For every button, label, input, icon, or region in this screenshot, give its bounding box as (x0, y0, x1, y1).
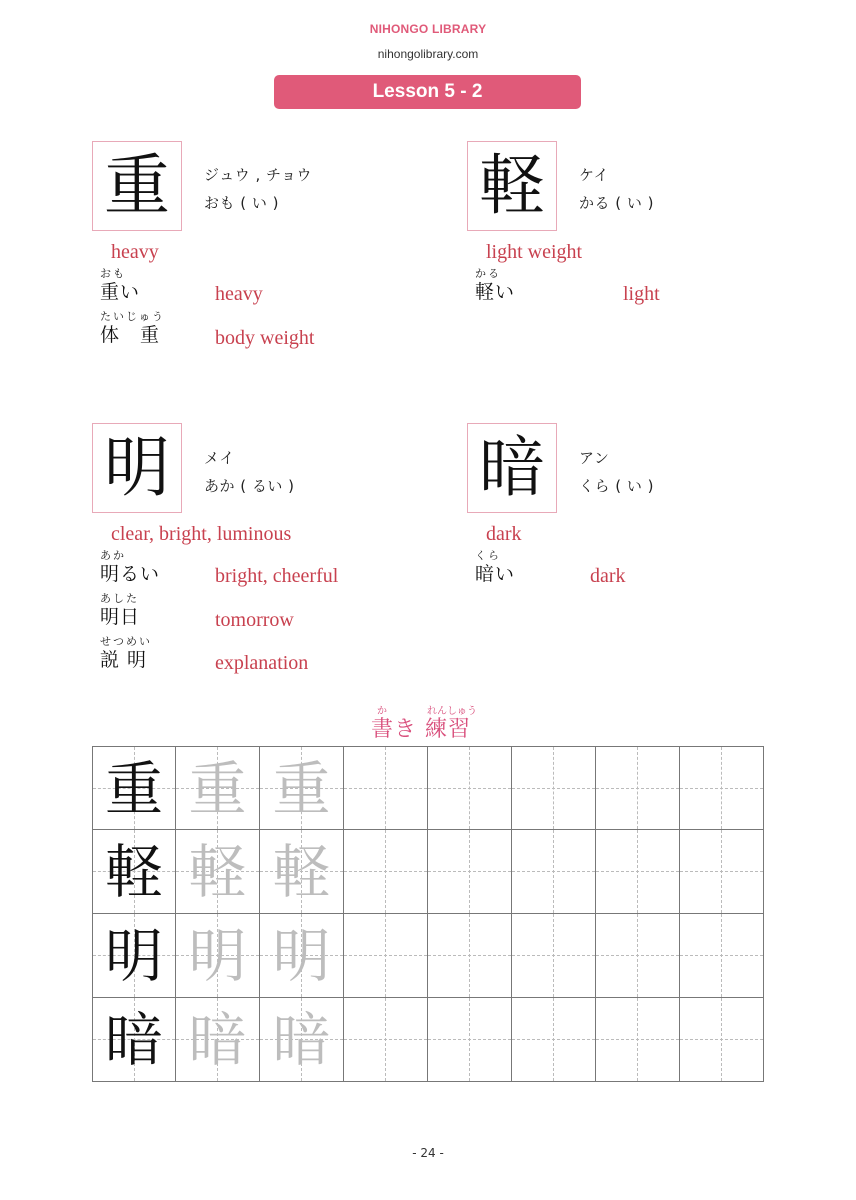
practice-cell-trace (260, 914, 344, 998)
practice-cell-blank (596, 998, 680, 1082)
practice-cell-blank (344, 746, 428, 830)
vocab-kanji: 体 重 (100, 324, 161, 346)
vocab-word (100, 593, 140, 629)
on-reading: ジュウ , チョウ (204, 166, 313, 184)
kanji-box: 軽 (467, 141, 557, 231)
practice-cell-trace (176, 746, 260, 830)
practice-grid (92, 746, 764, 1082)
practice-cell-model (92, 746, 176, 830)
trace-kanji: 明 (272, 922, 331, 990)
model-kanji: 暗 (104, 1006, 163, 1074)
model-kanji: 軽 (104, 838, 163, 906)
practice-cell-trace (260, 830, 344, 914)
vocab-kanji: 重い (100, 281, 141, 303)
vocab-kanji: 明日 (100, 606, 141, 628)
model-kanji: 明 (104, 922, 163, 990)
practice-cell-blank (512, 998, 596, 1082)
page-number: - 24 - (412, 1146, 444, 1160)
practice-cell-blank (428, 914, 512, 998)
trace-kanji: 重 (272, 755, 331, 823)
kanji-box: 明 (92, 423, 182, 513)
vocab-word (100, 636, 152, 672)
practice-cell-blank (680, 746, 764, 830)
brand-title: NIHONGO LIBRARY (369, 22, 487, 36)
vocab-furigana: かる (475, 267, 501, 280)
practice-cell-blank (428, 830, 512, 914)
on-reading: アン (579, 449, 610, 467)
practice-cell-blank (680, 998, 764, 1082)
trace-kanji: 軽 (188, 838, 247, 906)
practice-furigana: か (377, 706, 387, 717)
vocab-furigana: あした (100, 592, 139, 605)
kun-reading: くら ( い ) (579, 477, 655, 495)
practice-cell-trace (176, 998, 260, 1082)
kanji-meaning: light weight (486, 241, 583, 263)
trace-kanji: 重 (188, 755, 247, 823)
practice-cell-trace (260, 746, 344, 830)
vocab-word (475, 550, 515, 586)
practice-cell-trace (176, 830, 260, 914)
kun-reading: かる ( い ) (579, 194, 655, 212)
vocab-word (100, 550, 160, 586)
practice-cell-model (92, 998, 176, 1082)
kun-reading: あか ( るい ) (204, 477, 295, 495)
kanji-meaning: dark (486, 523, 522, 545)
on-reading: メイ (204, 449, 235, 467)
vocab-furigana: たいじゅう (100, 310, 165, 323)
practice-cell-model (92, 914, 176, 998)
vocab-meaning: light (623, 283, 660, 305)
practice-cell-blank (512, 746, 596, 830)
trace-kanji: 暗 (272, 1006, 331, 1074)
practice-cell-trace (260, 998, 344, 1082)
practice-cell-blank (596, 914, 680, 998)
practice-cell-blank (344, 830, 428, 914)
kanji-box: 重 (92, 141, 182, 231)
practice-cell-blank (344, 998, 428, 1082)
practice-cell-blank (596, 746, 680, 830)
vocab-kanji: 軽い (475, 281, 516, 303)
vocab-word (100, 311, 165, 347)
practice-cell-model (92, 830, 176, 914)
site-url: nihongolibrary.com (377, 47, 479, 61)
vocab-kanji: 暗い (475, 563, 516, 585)
practice-cell-blank (428, 746, 512, 830)
vocab-meaning: heavy (215, 283, 263, 305)
kanji-box: 暗 (467, 423, 557, 513)
practice-title: 書き 練習 (371, 717, 471, 742)
practice-cell-blank (680, 914, 764, 998)
vocab-meaning: bright, cheerful (215, 565, 339, 587)
vocab-word (100, 268, 140, 304)
on-reading: ケイ (579, 166, 609, 184)
vocab-furigana: せつめい (100, 635, 152, 648)
trace-kanji: 暗 (188, 1006, 247, 1074)
vocab-meaning: dark (590, 565, 626, 587)
vocab-furigana: くら (475, 549, 501, 562)
kanji-meaning: heavy (111, 241, 159, 263)
kun-reading: おも ( い ) (204, 194, 280, 212)
practice-cell-blank (512, 830, 596, 914)
trace-kanji: 軽 (272, 838, 331, 906)
model-kanji: 重 (104, 755, 163, 823)
vocab-kanji: 明るい (100, 563, 161, 585)
vocab-furigana: あか (100, 549, 126, 562)
practice-cell-blank (344, 914, 428, 998)
vocab-furigana: おも (100, 267, 126, 280)
vocab-meaning: tomorrow (215, 609, 294, 631)
practice-cell-blank (596, 830, 680, 914)
practice-cell-blank (680, 830, 764, 914)
vocab-meaning: body weight (215, 327, 315, 349)
vocab-kanji: 説 明 (100, 649, 148, 671)
practice-furigana: れんしゅう (427, 706, 477, 717)
kanji-meaning: clear, bright, luminous (111, 523, 292, 545)
lesson-banner: Lesson 5 - 2 (274, 75, 581, 109)
practice-cell-blank (428, 998, 512, 1082)
trace-kanji: 明 (188, 922, 247, 990)
practice-cell-blank (512, 914, 596, 998)
vocab-meaning: explanation (215, 652, 309, 674)
vocab-word (475, 268, 515, 304)
practice-cell-trace (176, 914, 260, 998)
